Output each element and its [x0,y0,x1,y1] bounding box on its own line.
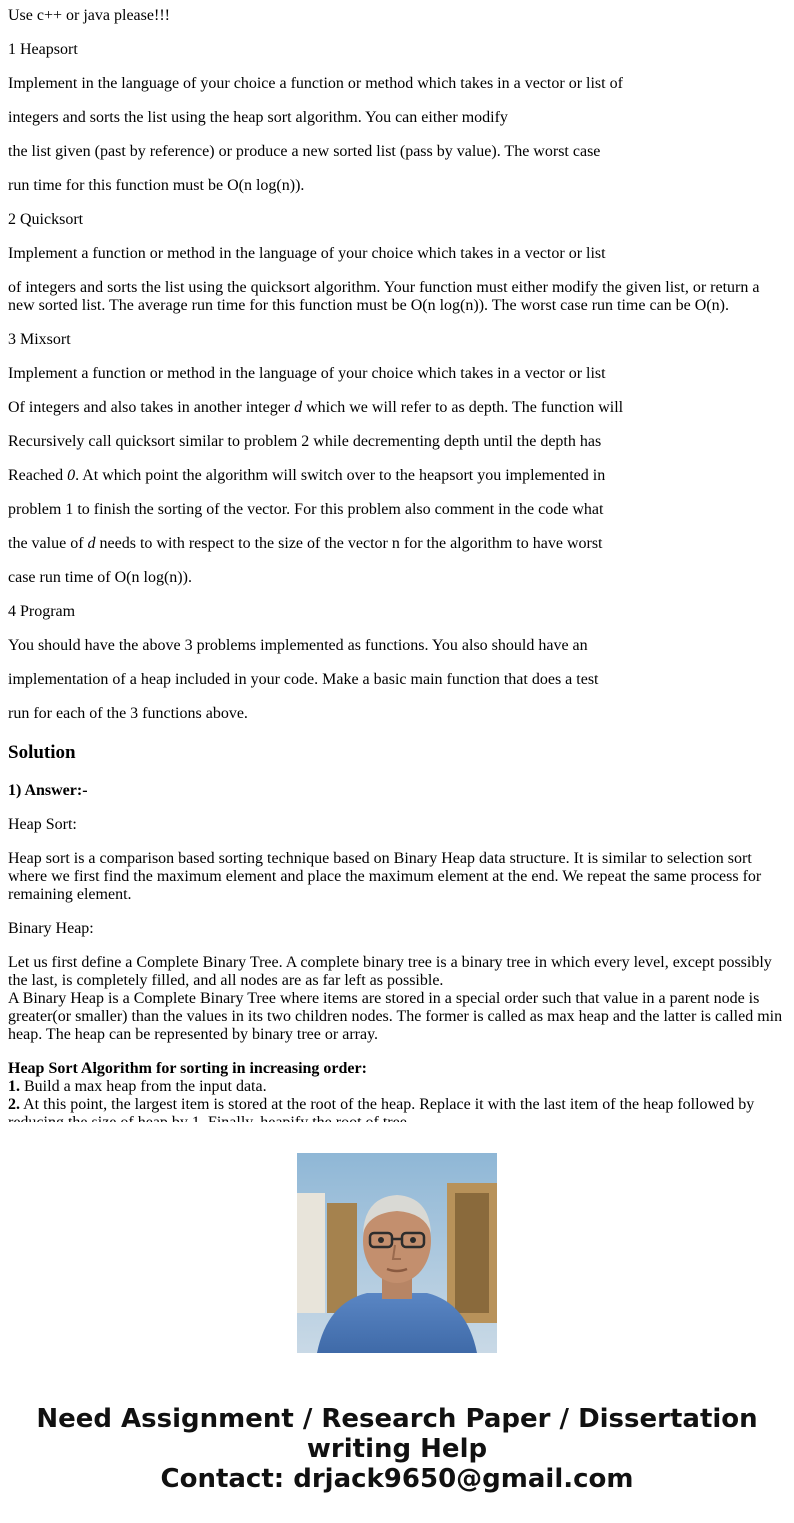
question-line [8,535,786,553]
text-run: Let us first define a Complete Binary Tree. A complete binary tree is a binary tree in which every level, except possibly the last, is completely filled, and all nodes are as far left as possible. [8,954,772,989]
heap-sort-description: Heap sort is a comparison based sorting technique based on Binary Heap data structure. It is similar to selection sort where we first find the maximum element and place the maximum element at the end. We repeat the same process for remaining element. [8,850,762,903]
section-heading-heapsort: 1 Heapsort [8,41,78,58]
text-run: Of integers and also takes in another integer [8,399,295,416]
binary-heap-description [8,954,786,1044]
section-heading-quicksort: 2 Quicksort [8,211,84,228]
question-line: run for each of the 3 functions above. [8,705,248,722]
question-line: You should have the above 3 problems implemented as functions. You also should have an [8,637,588,654]
step-text: Build a max heap from the input data. [20,1078,267,1095]
answer-label: 1) Answer:- [8,782,88,799]
question-line: integers and sorts the list using the heap sort algorithm. You can either modify [8,109,508,126]
question-line: the list given (past by reference) or produce a new sorted list (pass by value). The worst case [8,143,601,160]
variable-zero: 0 [67,467,76,484]
avatar [297,1153,497,1353]
question-line: run time for this function must be O(n log(n)). [8,177,305,194]
text-run: A Binary Heap is a Complete Binary Tree where items are stored in a special order such that value in a parent node is greater(or smaller) than the values in its two children nodes. The former is called as max heap and the latter is called min heap. The heap can be represented by binary tree or array. [8,990,783,1043]
question-line [8,399,786,417]
step-number: 2. [8,1096,20,1113]
variable-d: d [294,399,303,416]
question-line [8,467,786,485]
promo-banner [0,1122,794,1523]
promo-line: writing Help [306,1434,488,1464]
text-run: the value of [8,535,88,552]
question-line: problem 1 to finish the sorting of the vector. For this problem also comment in the code what [8,501,604,518]
promo-text [0,1404,794,1494]
promo-line: Need Assignment / Research Paper / Dissertation [36,1404,758,1434]
solution-title: Solution [8,742,76,763]
text-run: . At which point the algorithm will switch over to the heapsort you implemented in [75,467,606,484]
section-heading-program: 4 Program [8,603,76,620]
question-line: Implement a function or method in the language of your choice which takes in a vector or list [8,245,606,262]
question-line: of integers and sorts the list using the quicksort algorithm. Your function must either modify the given list, or return a new sorted list. The average run time for this function must be O(n log(n)). The worst case run time can be O(n). [8,279,760,314]
question-line: implementation of a heap included in your code. Make a basic main function that does a test [8,671,599,688]
text-run: Reached [8,467,68,484]
promo-contact: Contact: drjack9650@gmail.com [160,1464,634,1494]
step-number: 1. [8,1078,20,1095]
algorithm-title: Heap Sort Algorithm for sorting in increasing order: [8,1060,367,1077]
question-line: case run time of O(n log(n)). [8,569,192,586]
question-line: Recursively call quicksort similar to problem 2 while decrementing depth until the depth has [8,433,602,450]
document-body [8,7,786,1122]
text-run: which we will refer to as depth. The function will [302,399,624,416]
binary-heap-label: Binary Heap: [8,920,94,937]
heap-sort-label: Heap Sort: [8,816,77,833]
question-intro: Use c++ or java please!!! [8,7,170,24]
question-line: Implement in the language of your choice a function or method which takes in a vector or list of [8,75,623,92]
portrait-photo [297,1153,497,1353]
question-line: Implement a function or method in the language of your choice which takes in a vector or list [8,365,606,382]
variable-d: d [87,535,96,552]
text-run: needs to with respect to the size of the vector n for the algorithm to have worst [95,535,603,552]
step-text: At this point, the largest item is stored at the root of the heap. Replace it with the last item of the heap followed by [23,1096,755,1113]
section-heading-mixsort: 3 Mixsort [8,331,71,348]
